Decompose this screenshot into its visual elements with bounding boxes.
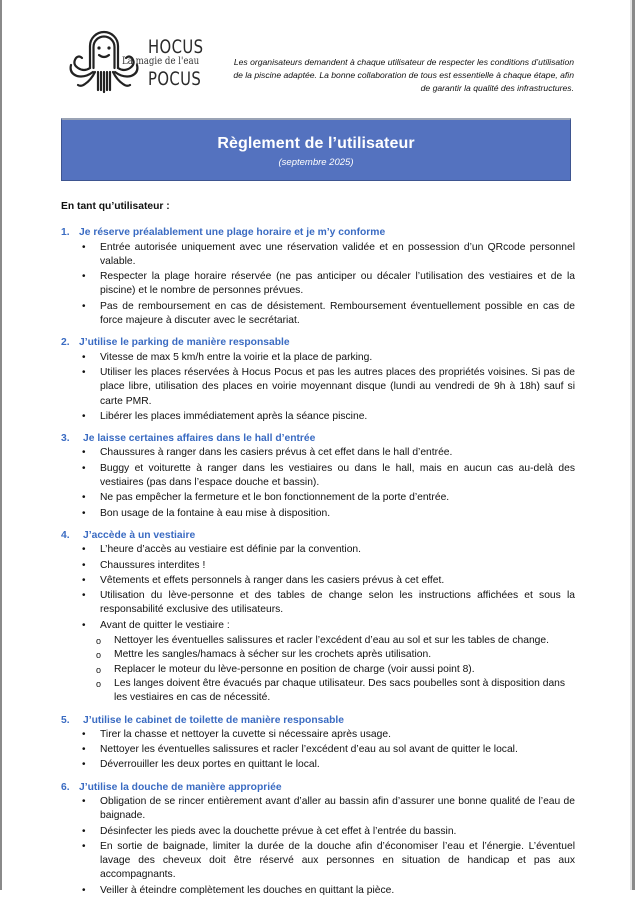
list-item-text: Respecter la plage horaire réservée (ne pas anticiper ou décaler l’utilisation des vestiaires et de la piscine) et le nombre de personnes prévues.	[100, 271, 575, 297]
bullet-icon: •	[82, 462, 86, 474]
circle-bullet-icon: o	[96, 650, 102, 661]
list-item	[61, 462, 575, 491]
list-item-text: Obligation de se rincer entièrement avant d’aller au bassin afin d’assurer une bonne qualité de l’eau de baignade.	[100, 795, 575, 822]
list-item-text: Vêtements et effets personnels à ranger dans les casiers prévus à cet effet.	[100, 574, 445, 586]
bullet-list	[61, 351, 575, 424]
list-item-text: Nettoyer les éventuelles salissures et racler l’excédent d’eau au sol avant de quitter le local.	[100, 744, 518, 756]
bullet-list	[61, 543, 575, 633]
bullet-icon: •	[82, 759, 86, 771]
bullet-icon: •	[82, 795, 86, 807]
circle-bullet-icon: o	[96, 678, 102, 689]
section-number: 1.	[61, 227, 70, 239]
section-number: 3.	[61, 433, 70, 445]
section-number: 5.	[61, 714, 70, 726]
list-item-text: Chaussures à ranger dans les casiers prévus à cet effet dans le hall d’entrée.	[100, 447, 453, 459]
bullet-list	[61, 795, 575, 898]
list-item-text: Entrée autorisée uniquement avec une réservation validée et en possession d’un QRcode personnel valable.	[100, 241, 575, 267]
section-title: Je laisse certaines affaires dans le hall d’entrée	[83, 433, 316, 445]
bullet-icon: •	[82, 825, 86, 837]
list-item	[61, 559, 575, 573]
list-item-text: Chaussures interdites !	[100, 559, 206, 571]
list-item	[61, 366, 575, 409]
rule-section	[61, 781, 575, 898]
list-item-text: Buggy et voiturette à ranger dans les vestiaires ou dans le hall, mais en aucun cas au-delà des vestiaires (pas dans l’espace douche et bassin).	[100, 462, 575, 489]
section-title: J’utilise le parking de manière responsable	[79, 337, 290, 349]
list-item	[61, 300, 575, 329]
bullet-list	[61, 446, 575, 520]
bullet-icon: •	[82, 544, 86, 556]
list-item	[61, 619, 575, 633]
section-title: Je réserve préalablement une plage horaire et je m’y conforme	[79, 227, 386, 239]
page-title: Règlement de l’utilisateur	[217, 135, 415, 152]
bullet-icon: •	[82, 559, 86, 571]
list-item	[61, 884, 575, 898]
bullet-icon: •	[82, 619, 86, 631]
bullet-icon: •	[82, 241, 86, 253]
rule-section	[61, 336, 575, 424]
list-item-text: Utiliser les places réservées à Hocus Pocus et pas les autres places des propriétés voisines. Si pas de place libre, utilisation des places en voirie moyennant disque (lundi au vendredi de 9h à 18h) sauf si carte PMR.	[100, 366, 575, 407]
section-heading	[61, 714, 575, 728]
logo-wordmark-top: HOCUS	[148, 36, 204, 58]
list-item	[61, 543, 575, 557]
sub-list-item-text: Replacer le moteur du lève-personne en position de charge (voir aussi point 8).	[114, 663, 475, 675]
list-item-text: Pas de remboursement en cas de désistement. Remboursement éventuellement possible en cas de force majeure à discuter avec le secrétariat.	[100, 300, 575, 327]
lead-text: En tant qu’utilisateur :	[61, 201, 170, 212]
intro-paragraph: Les organisateurs demandent à chaque utilisateur de respecter les conditions d’utilisation de la piscine adaptée. La bonne collaboration de tous est essentielle à chaque étape, afin de garantir la qualité des infrastructures.	[233, 57, 574, 93]
rule-section	[61, 529, 575, 706]
list-item-text: Ne pas empêcher la fermeture et le bon fonctionnement de la porte d’entrée.	[100, 492, 450, 504]
sub-list-item	[61, 648, 575, 662]
rule-section	[61, 714, 575, 773]
bullet-icon: •	[82, 574, 86, 586]
list-item	[61, 491, 575, 505]
bullet-icon: •	[82, 271, 86, 283]
page-edge-left	[0, 0, 2, 890]
list-item	[61, 795, 575, 824]
section-title: J’utilise la douche de manière appropriée	[79, 781, 282, 793]
section-title: J’utilise le cabinet de toilette de manière responsable	[83, 714, 344, 726]
list-item	[61, 743, 575, 757]
bullet-icon: •	[82, 744, 86, 756]
section-number: 4.	[61, 529, 70, 541]
sections-list	[61, 226, 575, 898]
list-item	[61, 351, 575, 365]
list-item	[61, 241, 575, 270]
list-item	[61, 507, 575, 521]
sub-list-item-text: Les langes doivent être évacués par chaque utilisateur. Des sacs poubelles sont à disposition dans les vestiaires en cas de nécessité.	[114, 677, 566, 704]
list-item	[61, 574, 575, 588]
bullet-icon: •	[82, 410, 86, 422]
title-banner	[61, 118, 571, 181]
list-item	[61, 270, 575, 299]
section-heading	[61, 529, 575, 543]
list-item	[61, 825, 575, 839]
section-heading	[61, 226, 575, 240]
sub-list-item	[61, 677, 575, 706]
bullet-list	[61, 728, 575, 773]
circle-bullet-icon: o	[96, 664, 102, 675]
bullet-icon: •	[82, 300, 86, 312]
list-item-text: Avant de quitter le vestiaire :	[100, 619, 230, 631]
bullet-list	[61, 241, 575, 329]
circle-bullet-icon: o	[96, 636, 102, 647]
section-heading	[61, 781, 575, 795]
list-item-text: Déverrouiller les deux portes en quittant le local.	[100, 759, 320, 771]
list-item-text: Vitesse de max 5 km/h entre la voirie et la place de parking.	[100, 351, 373, 363]
rule-section	[61, 226, 575, 328]
list-item	[61, 410, 575, 424]
sub-bullet-list	[61, 634, 575, 705]
bullet-icon: •	[82, 366, 86, 378]
list-item	[61, 446, 575, 460]
section-heading	[61, 432, 575, 446]
list-item	[61, 758, 575, 772]
bullet-icon: •	[82, 447, 86, 459]
logo-wordmark-bottom: POCUS	[148, 68, 202, 90]
hocus-pocus-logo	[68, 28, 218, 98]
bullet-icon: •	[82, 507, 86, 519]
section-number: 6.	[61, 781, 70, 793]
sub-list-item-text: Mettre les sangles/hamacs à sécher sur les crochets après utilisation.	[114, 649, 432, 661]
list-item-text: Tirer la chasse et nettoyer la cuvette si nécessaire après usage.	[100, 728, 391, 740]
page-subtitle-date: (septembre 2025)	[278, 157, 354, 168]
list-item	[61, 728, 575, 742]
list-item	[61, 840, 575, 883]
section-heading	[61, 336, 575, 350]
bullet-icon: •	[82, 840, 86, 852]
rules-body	[61, 200, 575, 906]
bullet-icon: •	[82, 728, 86, 740]
list-item-text: Libérer les places immédiatement après la séance piscine.	[100, 410, 368, 422]
list-item-text: Utilisation du lève-personne et des tables de change selon les instructions affichées et sous la responsabilité exclusive des utilisateurs.	[100, 590, 575, 616]
list-item-text: Désinfecter les pieds avec la douchette prévue à cet effet à l’entrée du bassin.	[100, 825, 457, 837]
page-edge-right	[632, 0, 635, 890]
sub-list-item	[61, 634, 575, 648]
list-item-text: Veiller à éteindre complètement les douches en quittant la pièce.	[100, 884, 395, 896]
section-title: J’accède à un vestiaire	[83, 529, 196, 541]
sub-list-item-text: Nettoyer les éventuelles salissures et racler l’excédent d’eau au sol et sur les tables de change.	[114, 635, 549, 647]
bullet-icon: •	[82, 884, 86, 896]
section-number: 2.	[61, 337, 70, 349]
list-item-text: L’heure d’accès au vestiaire est définie par la convention.	[100, 544, 362, 556]
rule-section	[61, 432, 575, 521]
sub-list-item	[61, 663, 575, 677]
bullet-icon: •	[82, 590, 86, 602]
list-item-text: En sortie de baignade, limiter la durée de la douche afin d’économiser l’eau et l’énergie. L’éventuel lavage des cheveux doit être réservé aux personnes en situation de handicap et pas aux accompagnants.	[100, 840, 575, 881]
bullet-icon: •	[82, 351, 86, 363]
bullet-icon: •	[82, 492, 86, 504]
list-item-text: Bon usage de la fontaine à eau mise à disposition.	[100, 507, 331, 519]
logo-tagline: La magie de l'eau	[122, 56, 200, 67]
list-item	[61, 589, 575, 618]
